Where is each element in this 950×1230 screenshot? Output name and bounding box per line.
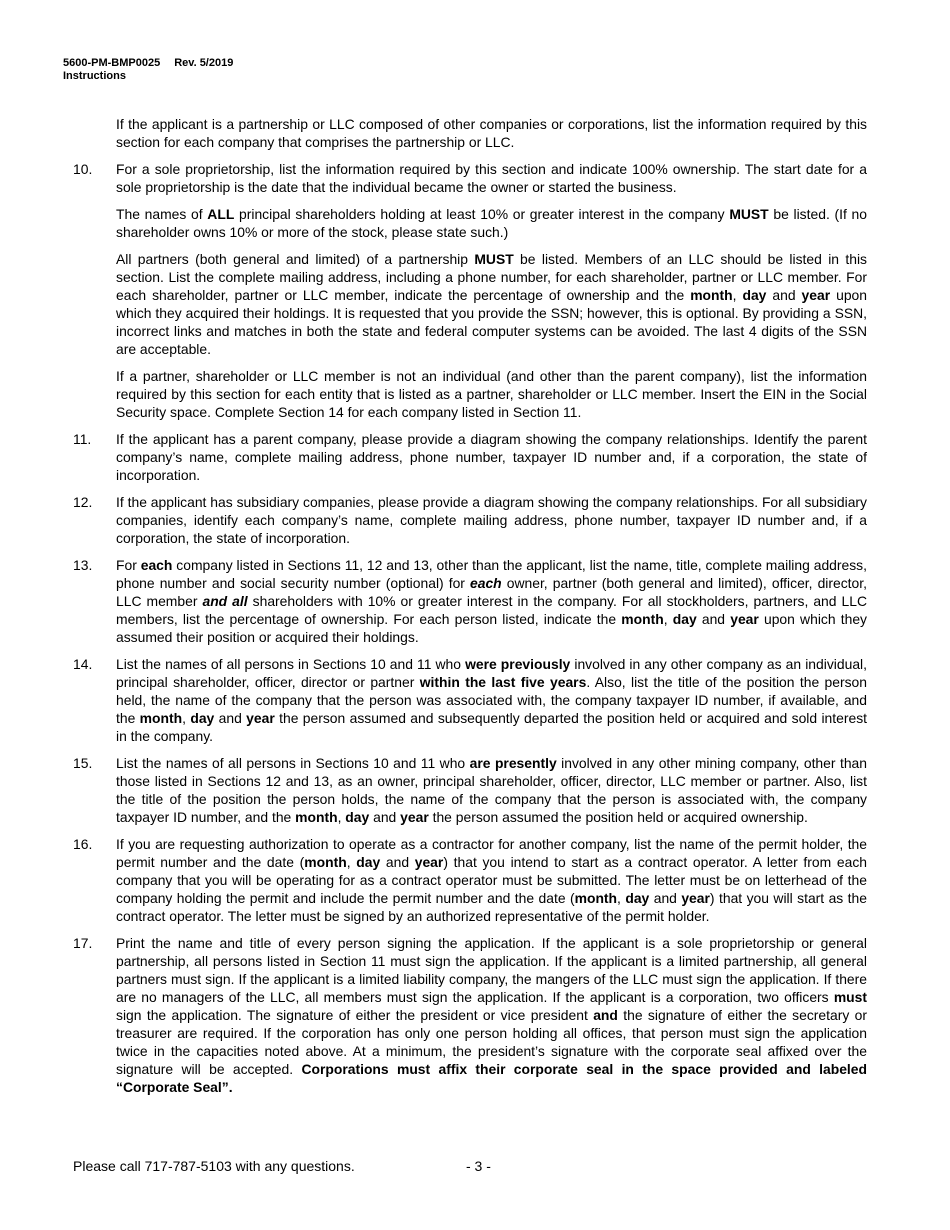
emphasis: are presently	[469, 755, 557, 771]
text-run: and	[649, 890, 682, 906]
form-id-line	[63, 57, 233, 70]
text-run: the person assumed and subsequently departed the position held or acquired and sold interest in the company.	[116, 710, 868, 744]
emphasis: each	[470, 575, 502, 591]
text-run: All partners (both general and limited) of a partnership	[116, 251, 475, 267]
text-run: owner, partner (both general and limited), officer, director, LLC member	[116, 575, 867, 609]
item-12-text: If the applicant has subsidiary companies, please provide a diagram showing the company relationships. For all subsidiary companies, identify each company’s name, complete mailing address, phone number, taxpayer ID number and, if a corporation, the state of incorporation.	[116, 494, 867, 546]
instruction-item-15	[73, 754, 867, 826]
emphasis: and all	[202, 593, 248, 609]
instructions-body	[73, 115, 867, 1105]
emphasis: ALL	[207, 206, 235, 222]
emphasis: MUST	[474, 251, 514, 267]
corporate-seal-notice: Corporations must affix their corporate seal in the space provided and labeled “Corporate Seal”.	[116, 1061, 867, 1095]
text-run: principal shareholders holding at least 10% or greater interest in the company	[234, 206, 730, 222]
instruction-item-17	[73, 934, 867, 1096]
item-10-paragraph-3	[116, 250, 867, 358]
header-subtitle: Instructions	[63, 70, 126, 82]
text-run: be listed. Members of an LLC should be listed in this section. List the complete mailing address, including a phone number, for each shareholder, partner or LLC member. For each shareholder, partner or LLC member, indicate the percentage of ownership and the	[116, 251, 867, 303]
text-run: ) that you intend to start as a contract operator. A letter from each company that you will be operating for as a contract operator must be submitted. The letter must be on letterhead of the company holding the permit and include the permit number and the date (	[116, 854, 867, 906]
text-run: and	[369, 809, 401, 825]
text-run: involved in any other mining company, other than those listed in Sections 12 and 13, as an owner, principal shareholder, officer, director, LLC member or partner. Also, list the title of the position the person holds, the name of the company that the person is associated with, the company taxpayer ID number, and the	[116, 755, 867, 825]
instruction-item-12	[73, 493, 867, 547]
emphasis: and	[593, 1007, 618, 1023]
item-10-paragraph-1: For a sole proprietorship, list the information required by this section and indicate 100% ownership. The start date for a sole proprietorship is the date that the individual became the owner or started the business.	[116, 161, 867, 195]
emphasis: day	[345, 809, 370, 825]
item-number: 14.	[73, 656, 93, 672]
emphasis: year	[801, 287, 831, 303]
instruction-item-13	[73, 556, 867, 646]
text-run: ,	[346, 854, 357, 870]
text-run: company listed in Sections 11, 12 and 13, other than the applicant, list the name, title, complete mailing address, phone number and social security number (optional) for	[116, 557, 867, 591]
emphasis: day	[672, 611, 697, 627]
item-number: 12.	[73, 494, 93, 510]
emphasis: were previously	[465, 656, 571, 672]
emphasis: year	[730, 611, 759, 627]
text-run: upon which they acquired their holdings. It is requested that you provide the SSN; however, this is optional. By providing a SSN, incorrect links and matches in both the state and federal computer systems can be avoided. The last 4 digits of the SSN are acceptable.	[116, 287, 867, 357]
text-run: List the names of all persons in Sections 10 and 11 who	[116, 656, 466, 672]
emphasis: year	[681, 890, 710, 906]
item-number: 15.	[73, 755, 93, 771]
item-number: 10.	[73, 161, 93, 177]
emphasis: month	[621, 611, 664, 627]
text-run: ,	[732, 287, 743, 303]
text-run: ,	[617, 890, 626, 906]
text-run: List the names of all persons in Sections 10 and 11 who	[116, 755, 470, 771]
text-run: the signature of either the secretary or treasurer are required. If the corporation has only one person holding all offices, that person must sign the application twice in the capacities noted above. At a minimum, the president’s signature with the corporate seal affixed over the signature will be accepted.	[116, 1007, 867, 1077]
text-run: Print the name and title of every person signing the application. If the applicant is a sole proprietorship or general partnership, all persons listed in Section 11 must sign the application. If the applicant is a limited partnership, all general partners must sign. If the applicant is a limited liability company, the mangers of the LLC must sign the application. If there are no managers of the LLC, all members must sign the application. If the applicant is a corporation, two officers	[116, 935, 867, 1005]
text-run: For	[116, 557, 141, 573]
emphasis: month	[304, 854, 347, 870]
emphasis: day	[625, 890, 650, 906]
item-number: 13.	[73, 557, 93, 573]
emphasis: month	[574, 890, 618, 906]
emphasis: must	[833, 989, 867, 1005]
emphasis: day	[742, 287, 767, 303]
item-11-text: If the applicant has a parent company, please provide a diagram showing the company relationships. Identify the parent company’s name, complete mailing address, phone number, taxpayer ID number and, if a corporation, the state of incorporation.	[116, 431, 867, 483]
text-run: The names of	[116, 206, 208, 222]
intro-paragraph: If the applicant is a partnership or LLC composed of other companies or corporations, list the information required by this section for each company that comprises the partnership or LLC.	[116, 116, 867, 150]
page-number: - 3 -	[466, 1158, 491, 1174]
text-run: ,	[182, 710, 191, 726]
text-run: and	[214, 710, 247, 726]
revision: Rev. 5/2019	[174, 57, 234, 69]
form-id: 5600-PM-BMP0025	[63, 57, 161, 69]
text-run: and	[766, 287, 802, 303]
emphasis: year	[400, 809, 429, 825]
instruction-item-10	[73, 160, 867, 421]
instruction-item-16	[73, 835, 867, 925]
text-run: ,	[663, 611, 673, 627]
emphasis: within the last five years	[419, 674, 587, 690]
text-run: be listed. (If no shareholder owns 10% or more of the stock, please state such.)	[116, 206, 867, 240]
page-footer	[73, 1157, 491, 1175]
emphasis: day	[356, 854, 381, 870]
text-run: ) that you will start as the contract operator. The letter must be signed by an authorized representative of the permit holder.	[116, 890, 867, 924]
text-run: the person assumed the position held or acquired ownership.	[428, 809, 808, 825]
text-run: shareholders with 10% or greater interest in the company. For all stockholders, partners, and LLC members, list the percentage of ownership. For each person listed, indicate the	[116, 593, 867, 627]
item-10-paragraph-2	[116, 205, 867, 241]
emphasis: year	[246, 710, 275, 726]
text-run: ,	[337, 809, 346, 825]
instruction-item-11	[73, 430, 867, 484]
item-number: 16.	[73, 836, 93, 852]
text-run: . Also, list the title of the position the person held, the name of the company that the person was associated with, the company taxpayer ID number, if available, and the	[116, 674, 868, 726]
emphasis: month	[690, 287, 733, 303]
text-run: and	[696, 611, 731, 627]
text-run: and	[380, 854, 415, 870]
emphasis: month	[139, 710, 183, 726]
text-run: If you are requesting authorization to operate as a contractor for another company, list the name of the permit holder, the permit number and the date (	[116, 836, 867, 870]
emphasis: each	[140, 557, 173, 573]
contact-line: Please call 717-787-5103 with any questions.	[73, 1158, 355, 1174]
item-number: 11.	[73, 431, 92, 447]
instruction-item-14	[73, 655, 867, 745]
emphasis: day	[190, 710, 215, 726]
text-run: sign the application. The signature of either the president or vice president	[116, 1007, 594, 1023]
item-number: 17.	[73, 935, 93, 951]
item-10-paragraph-4: If a partner, shareholder or LLC member is not an individual (and other than the parent company), list the information required by this section for each entity that is listed as a partner, shareholder or LLC member. Insert the EIN in the Social Security space. Complete Section 14 for each company listed in Section 11.	[116, 368, 867, 420]
emphasis: year	[414, 854, 444, 870]
text-run: upon which they assumed their position or acquired their holdings.	[116, 611, 867, 645]
text-run: involved in any other company as an individual, principal shareholder, officer, director or partner	[116, 656, 867, 690]
page-header	[63, 57, 233, 83]
emphasis: MUST	[729, 206, 769, 222]
emphasis: month	[295, 809, 338, 825]
